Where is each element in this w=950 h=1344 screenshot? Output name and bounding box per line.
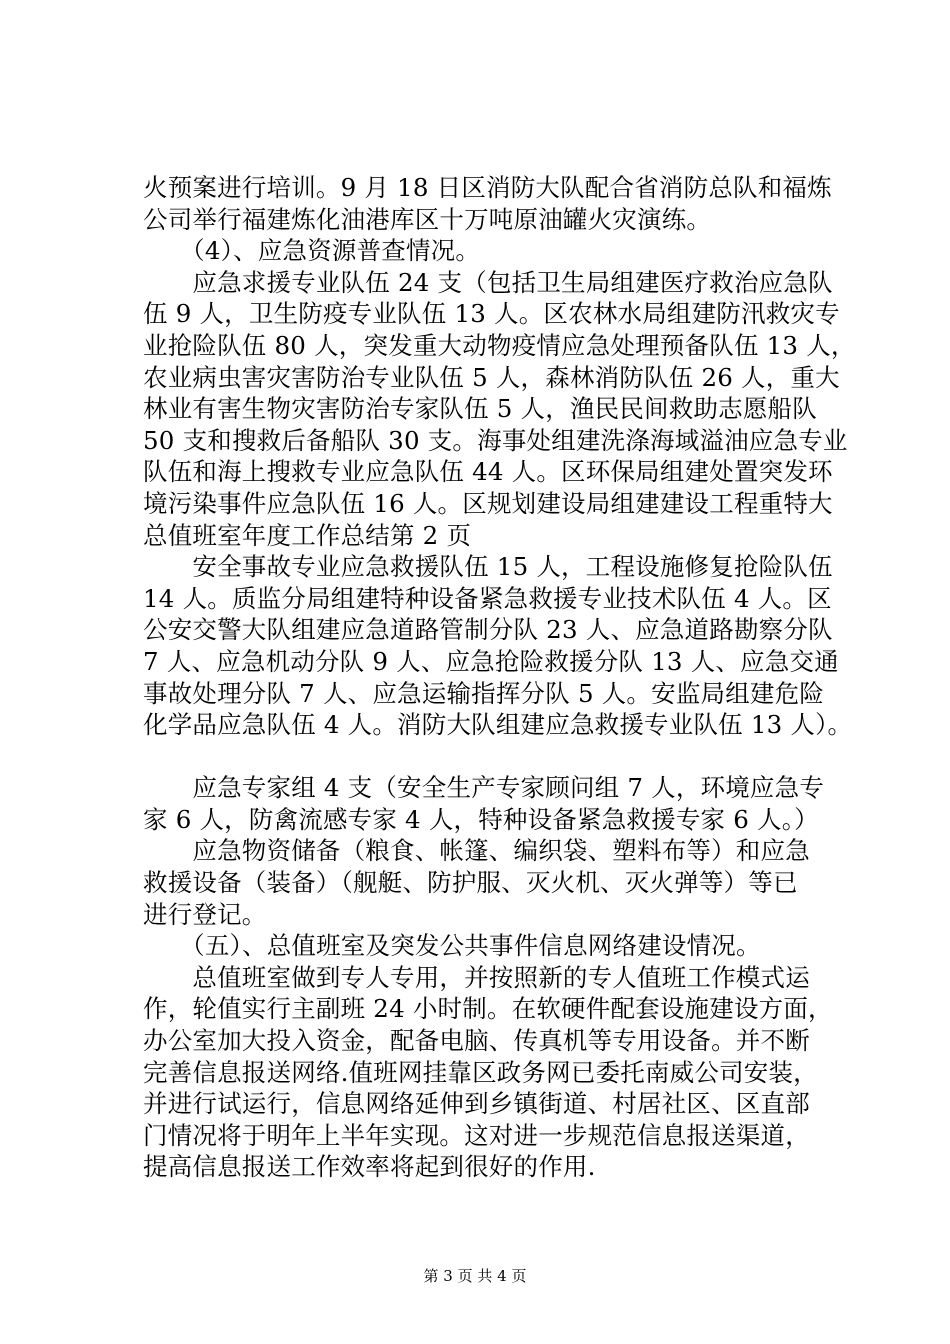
text-line: 总值班室做到专人专用，并按照新的专人值班工作模式运: [143, 962, 810, 992]
document-body: [143, 172, 856, 1183]
text-line: 应急物资储备（粮食、帐篷、编织袋、塑料布等）和应急: [143, 836, 810, 866]
page-footer: 第 3 页 共 4 页: [423, 1267, 527, 1285]
text-line: 7 人、应急机动分队 9 人、应急抢险救援分队 13 人、应急交通: [143, 646, 839, 676]
text-line: 事故处理分队 7 人、应急运输指挥分队 5 人。安监局组建危险: [143, 678, 825, 708]
inline-page-title: 总值班室年度工作总结第 2 页: [143, 520, 472, 550]
text-line: 队伍和海上搜救专业应急队伍 44 人。区环保局组建处置突发环: [143, 457, 833, 487]
text-line: 应急求援专业队伍 24 支（包括卫生局组建医疗救治应急队: [143, 267, 833, 297]
text-line: 境污染事件应急队伍 16 人。区规划建设局组建建设工程重特大: [143, 488, 833, 518]
text-line: 公安交警大队组建应急道路管制分队 23 人、应急道路勘察分队: [143, 615, 833, 645]
text-line: 完善信息报送网络.值班网挂靠区政务网已委托南威公司安装，: [143, 1057, 818, 1087]
text-line: 火预案进行培训。9 月 18 日区消防大队配合省消防总队和福炼: [143, 173, 832, 202]
text-line: 家 6 人，防禽流感专家 4 人，特种设备紧急救援专家 6 人。）: [143, 804, 819, 834]
text-line: 公司举行福建炼化油港库区十万吨原油罐火灾演练。: [143, 204, 712, 234]
text-line: 并进行试运行，信息网络延伸到乡镇街道、村居社区、区直部: [143, 1089, 810, 1119]
text-line: 提高信息报送工作效率将起到很好的作用.: [143, 1152, 596, 1182]
text-line: 农业病虫害灾害防治专业队伍 5 人，森林消防队伍 26 人，重大: [143, 362, 840, 392]
text-line: 业抢险队伍 80 人，突发重大动物疫情应急处理预备队伍 13 人，: [143, 330, 856, 360]
text-line: 作，轮值实行主副班 24 小时制。在软硬件配套设施建设方面，: [143, 994, 833, 1024]
section-heading-4: （4）、应急资源普查情况。: [143, 236, 481, 266]
text-line: 伍 9 人，卫生防疫专业队伍 13 人。区农林水局组建防汛救灾专: [143, 299, 840, 329]
text-line: 安全事故专业应急救援队伍 15 人，工程设施修复抢险队伍: [143, 552, 833, 582]
text-line: 50 支和搜救后备船队 30 支。海事处组建洗涤海域溢油应急专业: [143, 425, 848, 455]
text-line: 14 人。质监分局组建特种设备紧急救援专业技术队伍 4 人。区: [143, 583, 832, 613]
text-line: 办公室加大投入资金，配备电脑、传真机等专用设备。并不断: [143, 1026, 810, 1056]
text-line: 门情况将于明年上半年实现。这对进一步规范信息报送渠道，: [143, 1120, 810, 1150]
text-line: 化学品应急队伍 4 人。消防大队组建应急救援专业队伍 13 人）。: [143, 710, 853, 740]
text-line: 救援设备（装备）（舰艇、防护服、灭火机、灭火弹等）等已: [143, 868, 798, 898]
text-line: 应急专家组 4 支（安全生产专家顾问组 7 人，环境应急专: [143, 773, 825, 803]
blank-line: [143, 741, 848, 773]
text-line: 林业有害生物灾害防治专家队伍 5 人，渔民民间救助志愿船队: [143, 394, 817, 424]
text-line: 进行登记。: [143, 899, 267, 929]
section-heading-5: （五）、总值班室及突发公共事件信息网络建设情况。: [143, 931, 761, 961]
